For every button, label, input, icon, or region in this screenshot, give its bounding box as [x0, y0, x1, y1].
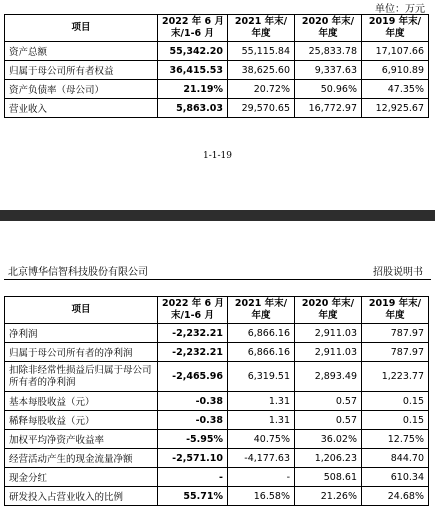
cell-value: 16.58%: [228, 487, 295, 506]
cell-value: 29,570.65: [228, 99, 295, 118]
column-header: [228, 15, 295, 42]
row-label: 归属于母公司所有者权益: [5, 61, 158, 80]
column-header-text: 末/1-6 月: [171, 28, 214, 39]
cell-value: 0.57: [295, 411, 362, 430]
table-row: [5, 42, 429, 61]
cell-value: 55.71%: [158, 487, 228, 506]
unit-note: 单位：万元: [375, 4, 425, 15]
table-row: [5, 362, 429, 392]
cell-value: 20.72%: [228, 80, 295, 99]
cell-value: -0.38: [158, 392, 228, 411]
cell-value: 12,925.67: [362, 99, 429, 118]
cell-value: 12.75%: [362, 430, 429, 449]
row-label: 归属于母公司所有者的净利润: [5, 343, 158, 362]
cell-value: 6,866.16: [228, 324, 295, 343]
table-row: [5, 411, 429, 430]
table-row: [5, 324, 429, 343]
cell-value: -2,571.10: [158, 449, 228, 468]
column-header-text: 年度: [385, 28, 405, 39]
column-header-text: 年度: [251, 310, 271, 321]
column-header: [228, 297, 295, 324]
table-row: [5, 449, 429, 468]
cell-value: 55,115.84: [228, 42, 295, 61]
page-number: 1-1-19: [203, 151, 232, 161]
cell-value: 787.97: [362, 324, 429, 343]
cell-value: 36,415.53: [158, 61, 228, 80]
table-row: [5, 99, 429, 118]
table-row: [5, 487, 429, 506]
cell-value: 787.97: [362, 343, 429, 362]
column-header-text: 2019 年末/: [368, 298, 422, 309]
cell-value: 844.70: [362, 449, 429, 468]
column-header-text: 年度: [251, 28, 271, 39]
cell-value: 21.19%: [158, 80, 228, 99]
row-label: 现金分红: [5, 468, 158, 487]
column-header: [5, 15, 158, 42]
row-label: 营业收入: [5, 99, 158, 118]
column-header: [362, 297, 429, 324]
cell-value: 2,911.03: [295, 343, 362, 362]
cell-value: 21.26%: [295, 487, 362, 506]
row-label: 研发投入占营业收入的比例: [5, 487, 158, 506]
cell-value: 38,625.60: [228, 61, 295, 80]
cell-value: -2,465.96: [158, 362, 228, 392]
cell-value: -5.95%: [158, 430, 228, 449]
document-type: 招股说明书: [373, 267, 423, 278]
cell-value: 508.61: [295, 468, 362, 487]
cell-value: 2,911.03: [295, 324, 362, 343]
column-header-text: 末/1-6 月: [171, 310, 214, 321]
cell-value: -: [228, 468, 295, 487]
cell-value: 9,337.63: [295, 61, 362, 80]
cell-value: 5,863.03: [158, 99, 228, 118]
cell-value: 0.57: [295, 392, 362, 411]
column-header: [158, 15, 228, 42]
cell-value: 610.34: [362, 468, 429, 487]
cell-value: -0.38: [158, 411, 228, 430]
cell-value: 0.15: [362, 411, 429, 430]
row-label: 扣除非经常性损益后归属于母公司所有者的净利润: [5, 362, 158, 392]
cell-value: 17,107.66: [362, 42, 429, 61]
table-row: [5, 61, 429, 80]
column-header-text: 项目: [71, 304, 91, 315]
column-header: [295, 297, 362, 324]
column-header-text: 2022 年 6 月: [162, 298, 224, 309]
cell-value: 6,910.89: [362, 61, 429, 80]
cell-value: -4,177.63: [228, 449, 295, 468]
column-header: [158, 297, 228, 324]
cell-value: 1,206.23: [295, 449, 362, 468]
header-rule: [4, 279, 431, 280]
table-row: [5, 343, 429, 362]
column-header: [5, 297, 158, 324]
cell-value: 1.31: [228, 411, 295, 430]
table-row: [5, 80, 429, 99]
cell-value: 2,893.49: [295, 362, 362, 392]
row-label: 稀释每股收益（元）: [5, 411, 158, 430]
column-header: [295, 15, 362, 42]
cell-value: 50.96%: [295, 80, 362, 99]
row-label: 基本每股收益（元）: [5, 392, 158, 411]
cell-value: 36.02%: [295, 430, 362, 449]
cell-value: 1.31: [228, 392, 295, 411]
cell-value: 25,833.78: [295, 42, 362, 61]
column-header-text: 2021 年末/: [234, 298, 288, 309]
column-header-text: 2020 年末/: [301, 16, 355, 27]
column-header-text: 2020 年末/: [301, 298, 355, 309]
table-row: [5, 392, 429, 411]
row-label: 加权平均净资产收益率: [5, 430, 158, 449]
page-divider: [0, 210, 435, 221]
column-header-text: 年度: [385, 310, 405, 321]
column-header-text: 年度: [318, 28, 338, 39]
column-header-text: 2021 年末/: [234, 16, 288, 27]
cell-value: 16,772.97: [295, 99, 362, 118]
row-label: 净利润: [5, 324, 158, 343]
cell-value: 24.68%: [362, 487, 429, 506]
financial-table-2: [4, 296, 429, 506]
cell-value: -2,232.21: [158, 343, 228, 362]
column-header-text: 2022 年 6 月: [162, 16, 224, 27]
table-row: [5, 468, 429, 487]
cell-value: 6,866.16: [228, 343, 295, 362]
table-row: [5, 430, 429, 449]
cell-value: 40.75%: [228, 430, 295, 449]
cell-value: 55,342.20: [158, 42, 228, 61]
column-header-text: 2019 年末/: [368, 16, 422, 27]
column-header-text: 年度: [318, 310, 338, 321]
column-header: [362, 15, 429, 42]
company-name: 北京博华信智科技股份有限公司: [8, 267, 148, 278]
cell-value: 47.35%: [362, 80, 429, 99]
cell-value: -: [158, 468, 228, 487]
cell-value: -2,232.21: [158, 324, 228, 343]
column-header-text: 项目: [71, 22, 91, 33]
cell-value: 1,223.77: [362, 362, 429, 392]
financial-table-1: [4, 14, 429, 118]
cell-value: 6,319.51: [228, 362, 295, 392]
row-label: 资产总额: [5, 42, 158, 61]
row-label: 资产负债率（母公司）: [5, 80, 158, 99]
cell-value: 0.15: [362, 392, 429, 411]
row-label: 经营活动产生的现金流量净额: [5, 449, 158, 468]
